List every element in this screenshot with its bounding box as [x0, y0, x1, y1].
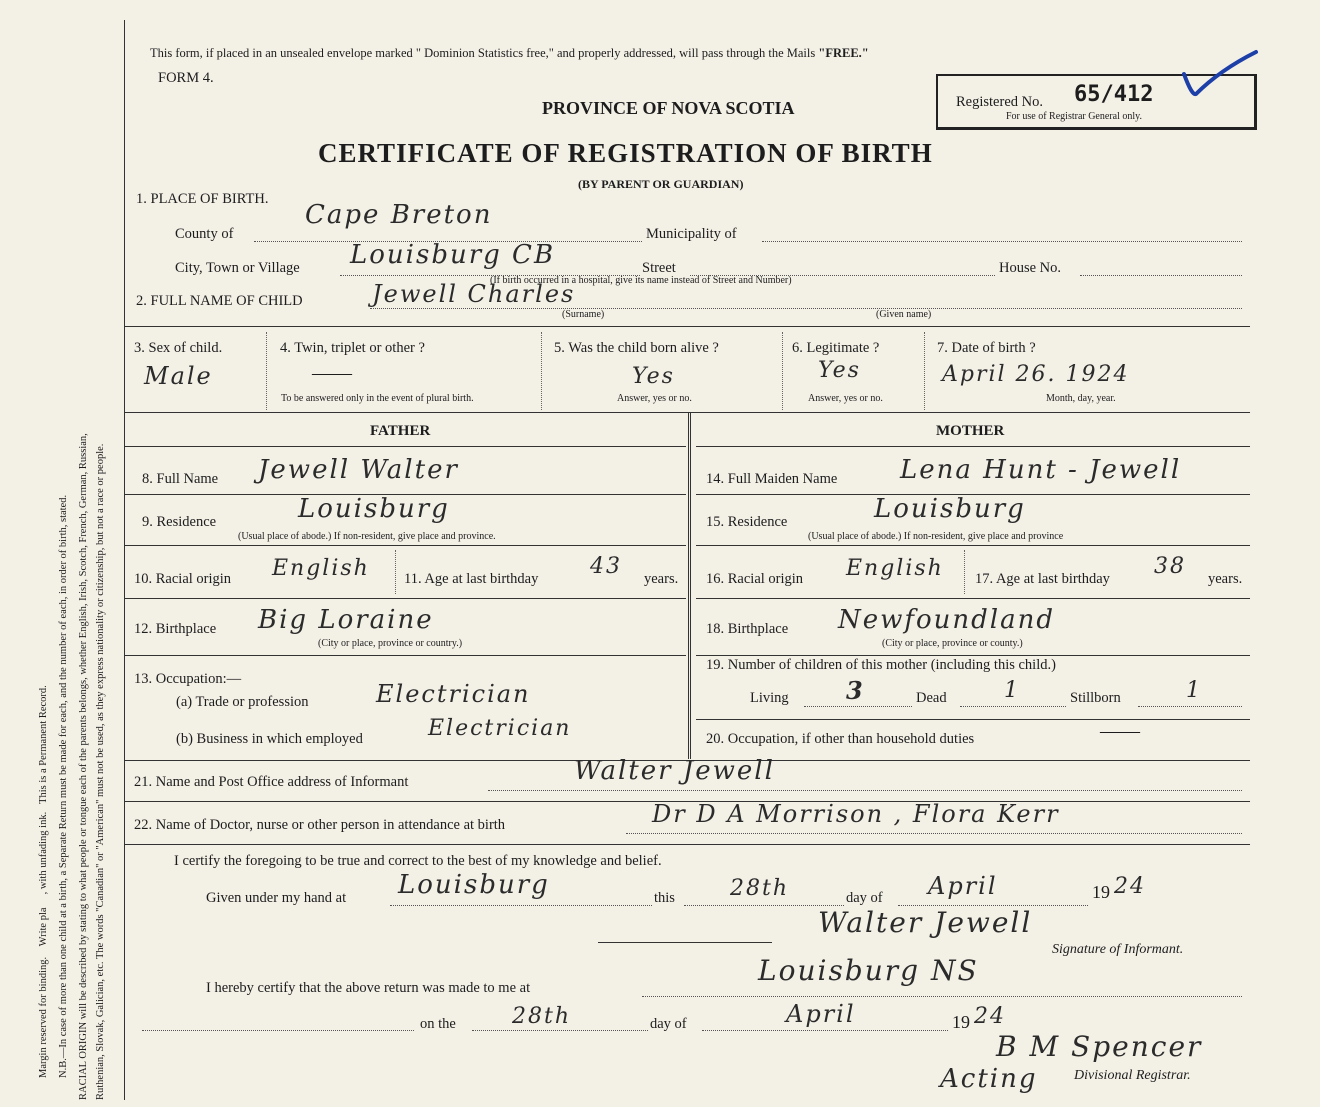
father-residence-value: Louisburg [298, 494, 450, 524]
mother-residence-label: 15. Residence [706, 514, 788, 530]
children-count-label: 19. Number of children of this mother (including this child.) [706, 657, 1056, 673]
given-name-note: (Given name) [876, 309, 932, 320]
business-value: Electrician [428, 716, 572, 741]
informant-label: 21. Name and Post Office address of Informant [134, 774, 409, 790]
municipality-label: Municipality of [646, 226, 737, 242]
twin-label: 4. Twin, triplet or other ? [280, 340, 425, 356]
business-label: (b) Business in which employed [176, 731, 363, 747]
informant-value: Walter Jewell [574, 756, 775, 786]
day-value: 28th [730, 876, 790, 901]
trade-label: (a) Trade or profession [176, 694, 309, 710]
parents-divider [688, 412, 691, 759]
mother-name-value: Lena Hunt - Jewell [900, 455, 1182, 485]
informant-signature: Walter Jewell [818, 906, 1033, 939]
signature-label: Signature of Informant. [1052, 942, 1184, 957]
dob-note: Month, day, year. [1046, 393, 1116, 404]
registrar-place: Louisburg NS [758, 954, 979, 987]
form-number: FORM 4. [158, 70, 214, 86]
year-prefix: 19 [1092, 882, 1110, 902]
mother-years: years. [1208, 571, 1243, 587]
year-value: 24 [1114, 874, 1146, 899]
father-birthplace-note: (City or place, province or country.) [318, 638, 463, 649]
mother-residence-note: (Usual place of abode.) If non-resident, give place and province [808, 531, 1064, 542]
father-age-value: 43 [590, 554, 622, 579]
dob-label: 7. Date of birth ? [937, 340, 1036, 356]
registered-label: Registered No. [956, 94, 1043, 110]
page-title: CERTIFICATE OF REGISTRATION OF BIRTH [318, 138, 933, 168]
father-name-value: Jewell Walter [258, 455, 459, 485]
form-left-border [124, 20, 125, 1100]
county-label: County of [175, 226, 234, 242]
legitimate-note: Answer, yes or no. [808, 393, 883, 404]
father-racial-value: English [272, 556, 370, 581]
stillborn-label: Stillborn [1070, 690, 1121, 706]
checkmark-icon [1180, 46, 1260, 106]
day-of-label: day of [846, 890, 883, 906]
city-label: City, Town or Village [175, 260, 300, 276]
racial-note-1: RACIAL ORIGIN will be described by stating to what people or tongue each of the parents belongs, whether English, Irish, Scotch, French, German, Russian, [78, 433, 89, 1100]
father-birthplace-label: 12. Birthplace [134, 621, 217, 637]
doctor-label: 22. Name of Doctor, nurse or other person in attendance at birth [134, 817, 506, 833]
reg-year-value: 24 [974, 1004, 1006, 1029]
trade-value: Electrician [376, 680, 531, 708]
registrar-signature: B M Spencer [996, 1030, 1203, 1063]
alive-label: 5. Was the child born alive ? [554, 340, 719, 356]
mail-notice: This form, if placed in an unsealed envelope marked " Dominion Statistics free," and properly addressed, will pass through the Mails "FREE." [150, 46, 869, 60]
street-label: Street [642, 260, 676, 276]
surname-note: (Surname) [562, 309, 605, 320]
house-no-label: House No. [999, 260, 1062, 276]
father-years: years. [644, 571, 679, 587]
registered-number: 65/412 [1074, 82, 1154, 107]
alive-note: Answer, yes or no. [617, 393, 692, 404]
racial-note-2: Ruthenian, Slovak, Galician, etc. The words "Canadian" or "American" must not be used, as they express nationality or citizenship, but not a race or people. [95, 443, 106, 1100]
sex-value: Male [144, 362, 213, 390]
dead-value: 1 [1004, 678, 1020, 703]
this-label: this [654, 890, 675, 906]
dead-label: Dead [916, 690, 947, 706]
reg-day-of-label: day of [650, 1016, 687, 1032]
county-value: Cape Breton [305, 200, 493, 230]
reg-month-value: April [786, 1000, 856, 1028]
mother-birthplace-label: 18. Birthplace [706, 621, 789, 637]
father-birthplace-value: Big Loraine [258, 605, 434, 635]
sex-label: 3. Sex of child. [134, 340, 223, 356]
nb-note: N.B.—In case of more than one child at a birth, a Separate Return must be made for each, and the number of each, in order of birth, stated. [58, 494, 69, 1078]
twin-note: To be answered only in the event of plural birth. [281, 393, 474, 404]
registrar-line: I hereby certify that the above return was made to me at [206, 980, 531, 996]
living-label: Living [750, 690, 789, 706]
legitimate-label: 6. Legitimate ? [792, 340, 880, 356]
mother-racial-value: English [846, 556, 944, 581]
binding-note: Margin reserved for binding. Write pla , with unfading ink. This is a Permanent Record. [38, 685, 49, 1078]
registrar-note: For use of Registrar General only. [1006, 111, 1142, 122]
on-the-label: on the [420, 1016, 456, 1032]
given-place-value: Louisburg [398, 870, 550, 900]
legitimate-value: Yes [818, 358, 861, 383]
father-racial-label: 10. Racial origin [134, 571, 232, 587]
alive-value: Yes [632, 364, 675, 389]
place-of-birth-label: 1. PLACE OF BIRTH. [136, 191, 269, 207]
reg-year-prefix: 19 [952, 1012, 970, 1032]
father-residence-note: (Usual place of abode.) If non-resident, give place and province. [238, 531, 496, 542]
month-value: April [928, 872, 998, 900]
certify-statement: I certify the foregoing to be true and correct to the best of my knowledge and belief. [174, 853, 662, 869]
reg-day-value: 28th [512, 1004, 572, 1029]
mother-birthplace-note: (City or place, province or county.) [882, 638, 1023, 649]
child-name-value: Jewell Charles [372, 280, 576, 308]
occupation-label: 13. Occupation:— [134, 671, 242, 687]
father-residence-label: 9. Residence [142, 514, 217, 530]
mother-heading: MOTHER [936, 423, 1005, 439]
given-label: Given under my hand at [206, 890, 347, 906]
margin-instructions [0, 0, 122, 1107]
page-subtitle: (BY PARENT OR GUARDIAN) [578, 177, 744, 191]
hospital-note: (If birth occurred in a hospital, give its name instead of Street and Number) [490, 275, 792, 286]
father-age-label: 11. Age at last birthday [404, 571, 539, 587]
doctor-value: Dr D A Morrison , Flora Kerr [652, 800, 1060, 828]
mother-name-label: 14. Full Maiden Name [706, 471, 838, 487]
mother-birthplace-value: Newfoundland [838, 605, 1056, 635]
mother-occupation-label: 20. Occupation, if other than household duties [706, 731, 975, 747]
mother-racial-label: 16. Racial origin [706, 571, 804, 587]
dob-value: April 26. 1924 [942, 362, 1130, 387]
city-value: Louisburg CB [350, 240, 556, 270]
child-name-label: 2. FULL NAME OF CHILD [136, 293, 303, 309]
mother-occupation-value: —— [1100, 720, 1140, 742]
province-heading: PROVINCE OF NOVA SCOTIA [542, 98, 795, 118]
mother-age-label: 17. Age at last birthday [975, 571, 1110, 587]
divisional-registrar-label: Divisional Registrar. [1074, 1068, 1191, 1083]
mother-residence-value: Louisburg [874, 494, 1026, 524]
acting-note: Acting [940, 1064, 1038, 1094]
father-heading: FATHER [370, 423, 431, 439]
twin-value: —— [312, 362, 352, 384]
father-name-label: 8. Full Name [142, 471, 219, 487]
living-value: 3 [846, 676, 865, 705]
mother-age-value: 38 [1154, 554, 1186, 579]
stillborn-value: 1 [1186, 678, 1202, 703]
